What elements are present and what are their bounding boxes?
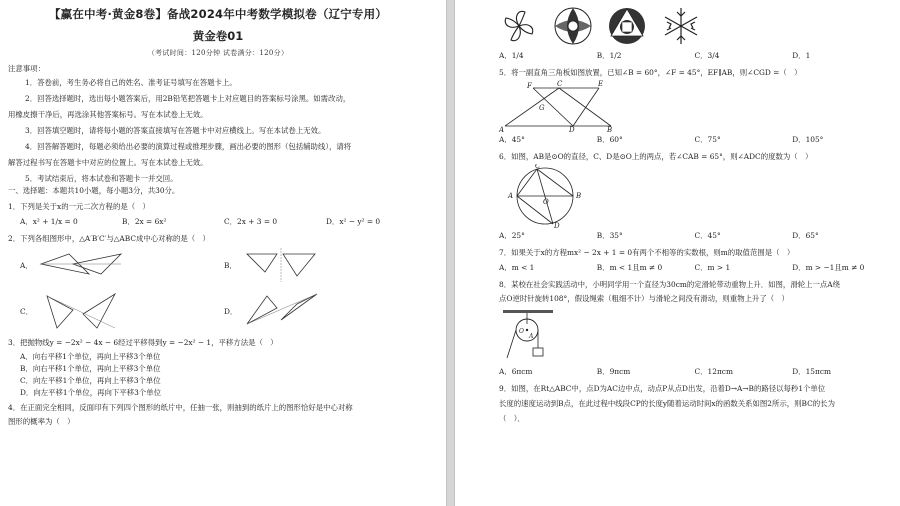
question-9-answer-blank: （ ）． bbox=[499, 414, 525, 423]
option-d: D．m > −1且m ≠ 0 bbox=[792, 263, 865, 272]
option-c: C．75° bbox=[694, 135, 721, 144]
notice-line: 1．答卷前，考生务必将自己的姓名、准考证号填写在答题卡上。 bbox=[25, 78, 237, 87]
question-9-continued: 长度的速度运动到B点，在此过程中线段CP的长度y随着运动时间x的函数关系如图2所示，则BC的长为 bbox=[499, 399, 835, 408]
exam-subtitle: 黄金卷01 bbox=[192, 29, 244, 43]
question-8: 8．某校在社会实践活动中，小明同学用一个直径为30cm的定滑轮带动重物上升．如图，滑轮上一点A绕 bbox=[499, 280, 841, 289]
document-page-left bbox=[0, 0, 446, 506]
option-b bbox=[224, 246, 428, 284]
svg-text:G: G bbox=[539, 104, 545, 112]
option-c: C．45° bbox=[694, 231, 721, 240]
option-a: A．1/4 bbox=[499, 51, 524, 60]
option-d: D．1 bbox=[792, 51, 811, 60]
option-a: A．m < 1 bbox=[499, 263, 535, 272]
option-c bbox=[20, 288, 224, 334]
svg-text:B: B bbox=[607, 126, 613, 132]
circle-petal-icon bbox=[553, 6, 593, 46]
svg-text:D: D bbox=[554, 222, 560, 228]
option-d: D．x² − y² = 0 bbox=[326, 217, 381, 226]
notice-line: 5．考试结束后，将本试卷和答题卡一并交回。 bbox=[25, 174, 178, 183]
question-8-options bbox=[499, 366, 890, 378]
notice-line: 2．回答选择题时，选出每小题答案后，用2B铅笔把答题卡上对应题目的答案标号涂黑。如需改动， bbox=[25, 94, 351, 103]
option-c: C．m > 1 bbox=[694, 263, 731, 272]
question-6-options bbox=[499, 230, 890, 242]
section-heading: 一、选择题：本题共10小题，每小题3分，共30分。 bbox=[8, 186, 180, 195]
option-d: D．65° bbox=[792, 231, 819, 240]
question-3-options bbox=[8, 351, 428, 399]
svg-text:O: O bbox=[543, 198, 549, 206]
question-5: 5．将一副直角三角板如图放置，已知∠B = 60°，∠F = 45°，EF∥AB，则∠CGD =（ ） bbox=[499, 68, 802, 77]
notice-heading: 注意事项： bbox=[8, 64, 45, 73]
notice-line: 用橡皮擦干净后，再选涂其他答案标号。写在本试卷上无效。 bbox=[8, 110, 208, 119]
question-7: 7．如果关于x的方程mx² − 2x + 1 = 0有两个不相等的实数根，则m的取值范围是（ ） bbox=[499, 248, 795, 257]
option-b: B．m < 1且m ≠ 0 bbox=[596, 263, 663, 272]
question-6: 6．如图，AB是⊙O的直径，C、D是⊙O上的两点，若∠CAB = 65°，则∠ADC的度数为（ ） bbox=[499, 152, 813, 161]
set-square-figure bbox=[499, 80, 629, 132]
question-2-figures-row-2 bbox=[8, 288, 428, 334]
snowflake-icon bbox=[661, 6, 701, 46]
option-b: B．向右平移1个单位，再向上平移3个单位 bbox=[20, 364, 161, 373]
page-gutter bbox=[446, 0, 455, 506]
document-page-right bbox=[455, 0, 900, 506]
svg-text:C: C bbox=[557, 80, 563, 88]
svg-text:A: A bbox=[508, 192, 514, 200]
question-2-figures-row-1 bbox=[8, 246, 428, 284]
question-1: 1．下列是关于x的一元二次方程的是（ ） bbox=[8, 202, 150, 211]
notice-line: 3．回答填空题时，请将每小题的答案直接填写在答题卡中对应横线上。写在本试卷上无效。 bbox=[25, 126, 326, 135]
question-1-options bbox=[8, 216, 428, 228]
bauhinia-flower-icon bbox=[499, 6, 539, 46]
option-c: C．12πcm bbox=[694, 367, 733, 376]
option-label: B． bbox=[224, 260, 237, 270]
option-label: C． bbox=[20, 306, 34, 316]
svg-text:A: A bbox=[499, 126, 505, 132]
svg-text:D: D bbox=[569, 126, 575, 132]
question-7-options bbox=[499, 262, 890, 274]
option-b: B．1/2 bbox=[596, 51, 622, 60]
question-4: 4．在正面完全相同，反面印有下列四个图形的纸片中，任抽一张，则抽到的纸片上的图形恰好是中心对称 bbox=[8, 403, 353, 412]
question-9: 9．如图，在Rt△ABC中，点D为AC边中点，动点P从点D出发，沿着D→A→B的路径以每秒1个单位 bbox=[499, 384, 826, 393]
svg-text:E: E bbox=[598, 80, 604, 88]
option-a: A．x² + 1/x = 0 bbox=[20, 217, 78, 226]
pulley-figure bbox=[499, 308, 563, 364]
question-4-options bbox=[499, 50, 890, 62]
question-2: 2．下列各组图形中，△A′B′C′与△ABC成中心对称的是（ ） bbox=[8, 234, 210, 243]
option-d: D．向左平移1个单位，再向下平移3个单位 bbox=[20, 388, 161, 397]
svg-text:F: F bbox=[527, 82, 532, 90]
option-c: C．2x + 3 = 0 bbox=[224, 217, 278, 226]
option-b: B．9πcm bbox=[596, 367, 631, 376]
question-5-options bbox=[499, 134, 890, 146]
option-a: A．向右平移1个单位，再向上平移3个单位 bbox=[20, 352, 161, 361]
option-b: B．2x = 6x² bbox=[122, 217, 167, 226]
option-b: B．60° bbox=[596, 135, 623, 144]
option-c: C．向左平移1个单位，再向上平移3个单位 bbox=[20, 376, 161, 385]
circle-diameter-figure bbox=[499, 164, 589, 228]
svg-text:B: B bbox=[576, 192, 582, 200]
svg-text:A: A bbox=[529, 333, 534, 340]
option-d: D．105° bbox=[792, 135, 824, 144]
triangle-figure-b bbox=[237, 246, 327, 284]
option-a: A．6πcm bbox=[499, 367, 533, 376]
option-d: D．15πcm bbox=[792, 367, 831, 376]
question-8-continued: 点O逆时针旋转108°，假设绳索（粗细不计）与滑轮之间没有滑动，则重物上升了（ ） bbox=[499, 294, 789, 303]
exam-meta: （考试时间：120分钟 试卷满分：120分） bbox=[147, 49, 289, 57]
exam-title: 【赢在中考·黄金8卷】备战2024年中考数学模拟卷（辽宁专用） bbox=[48, 7, 388, 21]
option-label: D． bbox=[224, 306, 238, 316]
question-4-figures bbox=[499, 6, 890, 46]
option-label: A． bbox=[20, 260, 33, 270]
option-d bbox=[224, 288, 428, 334]
option-a: A．45° bbox=[499, 135, 525, 144]
triangle-figure-c bbox=[33, 288, 123, 334]
triangle-figure-d bbox=[237, 288, 327, 334]
svg-text:C: C bbox=[535, 164, 541, 170]
option-a: A．25° bbox=[499, 231, 525, 240]
option-a bbox=[20, 246, 224, 284]
triangle-figure-a bbox=[33, 246, 123, 284]
question-4-continued: 图形的概率为（ ） bbox=[8, 417, 75, 426]
question-3: 3．把抛物线y = −2x² − 4x − 6经过平移得到y = −2x² − 1，平移方法是（ ） bbox=[8, 338, 278, 347]
notice-line: 4．回答解答题时，每题必须给出必要的演算过程或推理步骤，画出必要的图形（包括辅助线），请将 bbox=[25, 142, 352, 151]
circle-triangle-icon bbox=[607, 6, 647, 46]
option-c: C．3/4 bbox=[694, 51, 720, 60]
svg-text:O: O bbox=[519, 328, 524, 335]
option-b: B．35° bbox=[596, 231, 623, 240]
notice-line: 解答过程书写在答题卡中对应的位置上。写在本试卷上无效。 bbox=[8, 158, 208, 167]
